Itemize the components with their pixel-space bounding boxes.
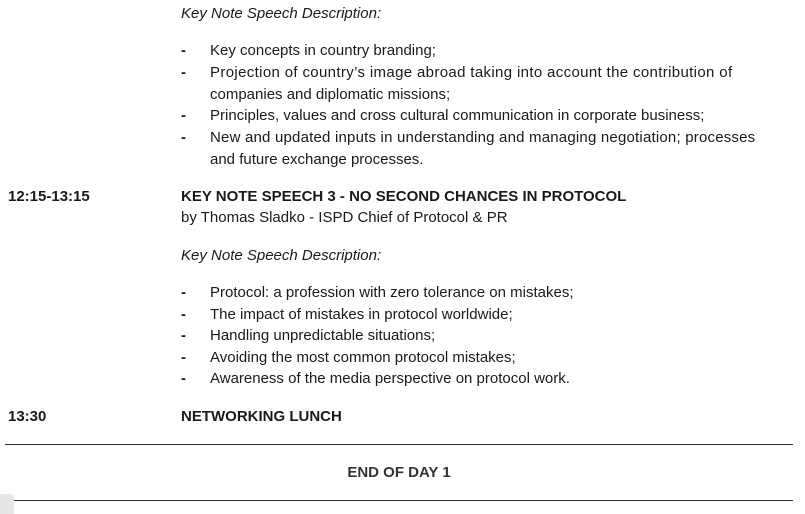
bullet-text: Handling unpredictable situations; bbox=[210, 327, 436, 344]
bullet-dash: - bbox=[181, 64, 186, 81]
bullet-dash: - bbox=[181, 370, 186, 387]
bullet-text: The impact of mistakes in protocol worldwide; bbox=[210, 306, 513, 323]
divider-bottom bbox=[5, 500, 793, 501]
bullet-text-continued: companies and diplomatic missions; bbox=[210, 86, 451, 103]
bullet-text: Principles, values and cross cultural communication in corporate business; bbox=[210, 107, 705, 124]
bullet-dash: - bbox=[181, 129, 186, 146]
bullet-dash: - bbox=[181, 284, 186, 301]
bullet-text: Protocol: a profession with zero tolerance on mistakes; bbox=[210, 284, 574, 301]
bullet-dash: - bbox=[181, 327, 186, 344]
divider-top bbox=[5, 444, 793, 445]
description-label: Key Note Speech Description: bbox=[181, 247, 382, 264]
bullet-dash: - bbox=[181, 349, 186, 366]
lunch-time: 13:30 bbox=[8, 408, 47, 425]
end-of-day-label: END OF DAY 1 bbox=[347, 464, 451, 481]
session-title: KEY NOTE SPEECH 3 - NO SECOND CHANCES IN PROTOCOL bbox=[181, 188, 627, 205]
lunch-title: NETWORKING LUNCH bbox=[181, 408, 342, 425]
corner-tab bbox=[0, 494, 14, 514]
session-speaker: by Thomas Sladko - ISPD Chief of Protocol & PR bbox=[181, 209, 508, 226]
bullet-dash: - bbox=[181, 107, 186, 124]
session-time: 12:15-13:15 bbox=[8, 188, 90, 205]
description-label: Key Note Speech Description: bbox=[181, 5, 382, 22]
bullet-text: New and updated inputs in understanding and managing negotiation; processes bbox=[210, 129, 756, 146]
bullet-text: Key concepts in country branding; bbox=[210, 42, 436, 59]
bullet-text: Projection of country’s image abroad taking into account the contribution of bbox=[210, 64, 733, 81]
bullet-dash: - bbox=[181, 306, 186, 323]
bullet-text: Avoiding the most common protocol mistakes; bbox=[210, 349, 516, 366]
bullet-text-continued: and future exchange processes. bbox=[210, 151, 424, 168]
bullet-text: Awareness of the media perspective on protocol work. bbox=[210, 370, 570, 387]
bullet-dash: - bbox=[181, 42, 186, 59]
